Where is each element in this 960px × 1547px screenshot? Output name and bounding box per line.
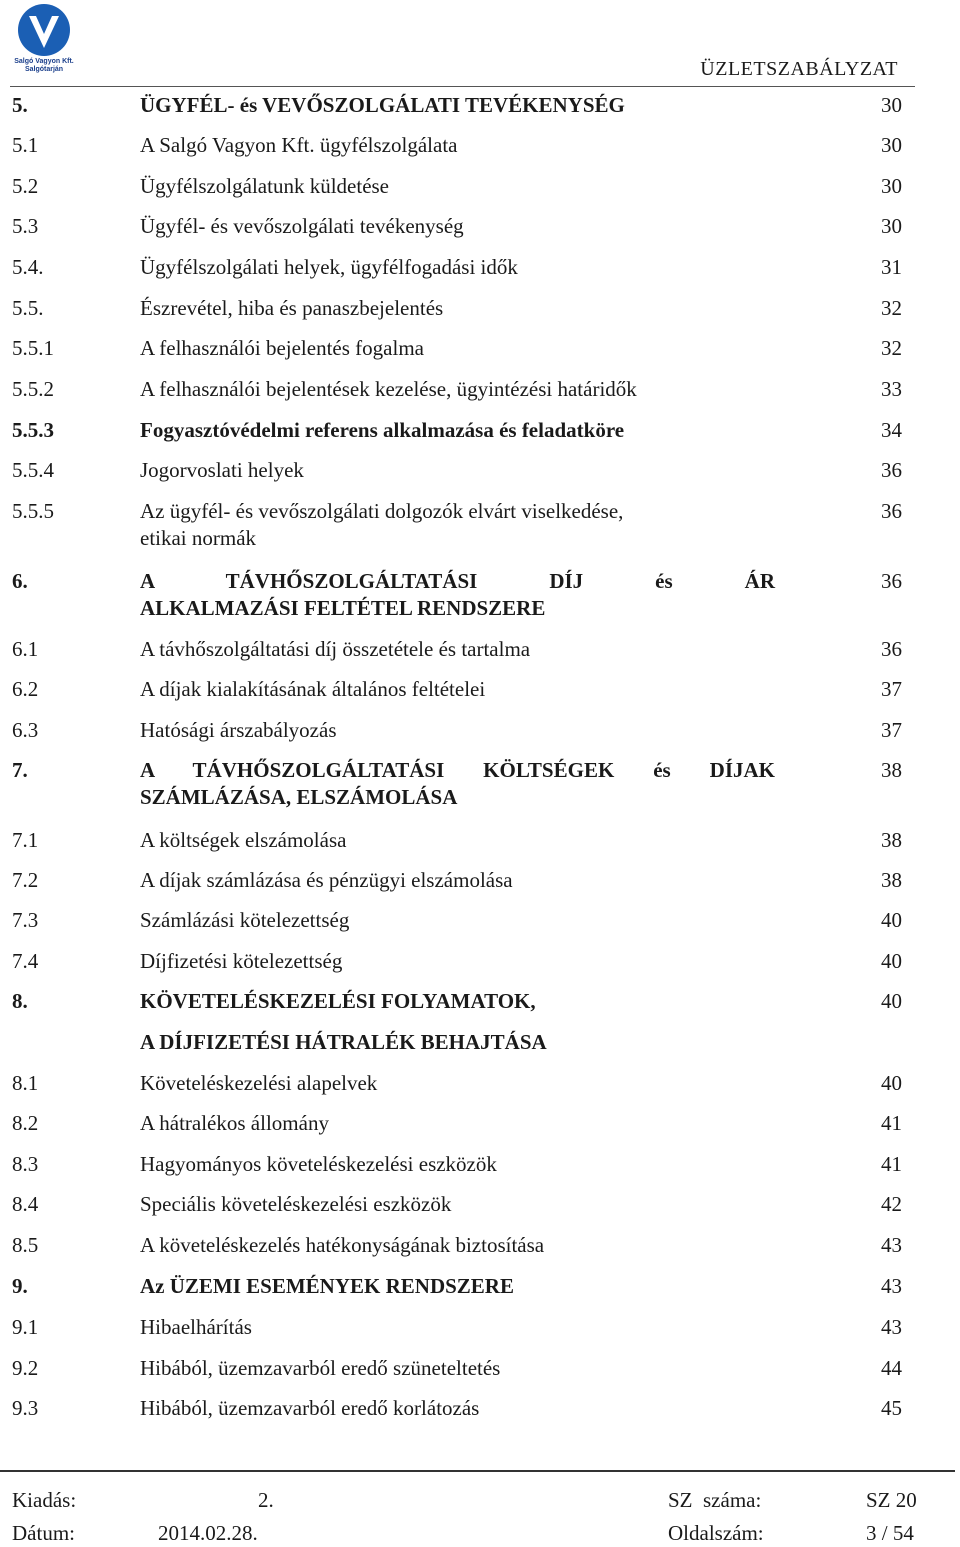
- edition-label: Kiadás:: [12, 1488, 77, 1512]
- toc-entry-number: 5.2: [12, 174, 39, 198]
- toc-entry-number: 7.: [12, 758, 28, 782]
- toc-entry-title: [140, 173, 775, 200]
- toc-entry-title-line1: A DÍJFIZETÉSI HÁTRALÉK BEHAJTÁSA: [140, 1030, 547, 1054]
- toc-entry-title-line1: Hibaelhárítás: [140, 1315, 252, 1339]
- toc-entry-title-line1: A díjak kialakításának általános feltételei: [140, 677, 486, 701]
- toc-entry-title: [140, 1314, 775, 1341]
- date-value: 2014.02.28.: [158, 1521, 258, 1545]
- toc-entry-number: 5.4.: [12, 255, 44, 279]
- toc-entry-title: [140, 568, 775, 622]
- toc-entry-number: 5.5.1: [12, 336, 54, 360]
- toc-entry-title: [140, 335, 775, 362]
- toc-entry-page: 38: [881, 868, 902, 892]
- toc-entry-number: 5.5.2: [12, 377, 54, 401]
- toc-entry-page: 36: [881, 637, 902, 661]
- toc-entry-page: 36: [881, 569, 902, 593]
- toc-entry-title: [140, 417, 775, 444]
- toc-entry-number: 5.: [12, 93, 28, 117]
- logo-caption-line1: Salgó Vagyon Kft.: [14, 58, 74, 65]
- toc-entry-title-line1: A távhőszolgáltatási díj összetétele és tartalma: [140, 637, 531, 661]
- toc-entry-title: [140, 827, 775, 854]
- header-divider: [10, 86, 915, 87]
- toc-entry-title: [140, 907, 775, 934]
- toc-entry-title-line1: A TÁVHŐSZOLGÁLTATÁSI DÍJ és ÁR: [140, 569, 775, 593]
- toc-entry-title: [140, 1029, 775, 1056]
- toc-entry-page: 42: [881, 1192, 902, 1216]
- toc-entry-number: 9.2: [12, 1356, 39, 1380]
- toc-entry-title-line1: Észrevétel, hiba és panaszbejelentés: [140, 296, 444, 320]
- toc-entry-title: [140, 376, 775, 403]
- toc-entry-title: [140, 867, 775, 894]
- toc-entry-page: 40: [881, 989, 902, 1013]
- toc-entry-page: 31: [881, 255, 902, 279]
- toc-entry-number: 9.: [12, 1274, 28, 1298]
- logo-caption-line2: Salgótarján: [24, 66, 64, 73]
- toc-entry-title-line1: Fogyasztóvédelmi referens alkalmazása és feladatköre: [140, 418, 625, 442]
- toc-entry-page: 36: [881, 458, 902, 482]
- toc-entry-title: [140, 757, 775, 811]
- toc-entry-number: 8.: [12, 989, 28, 1013]
- toc-entry-number: 9.3: [12, 1396, 39, 1420]
- toc-entry-page: 41: [881, 1152, 902, 1176]
- toc-entry-page: 30: [881, 214, 902, 238]
- toc-entry-title: [140, 1191, 775, 1218]
- toc-entry-title: [140, 1151, 775, 1178]
- sz-number-value: SZ 20: [866, 1488, 917, 1512]
- toc-entry-title-line1: A felhasználói bejelentések kezelése, ügyintézési határidők: [140, 377, 637, 401]
- toc-entry-title-line1: Speciális követeléskezelési eszközök: [140, 1192, 452, 1216]
- toc-entry-number: 5.3: [12, 214, 39, 238]
- page-number-value: 3 / 54: [866, 1521, 914, 1545]
- toc-entry-number: 8.5: [12, 1233, 39, 1257]
- toc-entry-title-line1: A díjak számlázása és pénzügyi elszámolása: [140, 868, 513, 892]
- toc-entry-title-line1: KÖVETELÉSKEZELÉSI FOLYAMATOK,: [140, 989, 536, 1013]
- toc-entry-page: 40: [881, 1071, 902, 1095]
- toc-entry-page: 30: [881, 93, 902, 117]
- page-number-label: Oldalszám:: [668, 1521, 764, 1545]
- toc-entry-title: [140, 1070, 775, 1097]
- toc-entry-page: 38: [881, 828, 902, 852]
- toc-entry-title: [140, 92, 775, 119]
- toc-entry-title-line1: Díjfizetési kötelezettség: [140, 949, 343, 973]
- toc-entry-title: [140, 213, 775, 240]
- toc-entry-page: 43: [881, 1315, 902, 1339]
- toc-entry-title-line1: Számlázási kötelezettség: [140, 908, 350, 932]
- toc-entry-title: [140, 254, 775, 281]
- toc-entry-page: 43: [881, 1233, 902, 1257]
- toc-entry-number: 5.5.5: [12, 499, 54, 523]
- sz-number-label: SZ száma:: [668, 1488, 762, 1512]
- toc-entry-number: 6.2: [12, 677, 39, 701]
- toc-entry-title-line1: Hibából, üzemzavarból eredő korlátozás: [140, 1396, 480, 1420]
- toc-entry-title: [140, 132, 775, 159]
- toc-entry-number: 5.5.: [12, 296, 44, 320]
- toc-entry-title-line1: Hatósági árszabályozás: [140, 718, 337, 742]
- toc-entry-page: 32: [881, 336, 902, 360]
- footer-divider: [0, 1470, 955, 1472]
- toc-entry-page: 40: [881, 908, 902, 932]
- toc-entry-title-line1: ÜGYFÉL- és VEVŐSZOLGÁLATI TEVÉKENYSÉG: [140, 93, 625, 117]
- toc-entry-title: [140, 295, 775, 322]
- toc-entry-page: 30: [881, 133, 902, 157]
- toc-entry-title-line1: Ügyfélszolgálati helyek, ügyfélfogadási idők: [140, 255, 518, 279]
- toc-entry-number: 8.3: [12, 1152, 39, 1176]
- logo-caption: [10, 58, 78, 74]
- toc-entry-page: 41: [881, 1111, 902, 1135]
- toc-entry-page: 32: [881, 296, 902, 320]
- toc-entry-title-line2: etikai normák: [140, 526, 257, 550]
- toc-entry-title-line2: SZÁMLÁZÁSA, ELSZÁMOLÁSA: [140, 785, 458, 809]
- toc-entry-page: 45: [881, 1396, 902, 1420]
- date-label: Dátum:: [12, 1521, 75, 1545]
- toc-entry-page: 44: [881, 1356, 902, 1380]
- toc-entry-number: 5.1: [12, 133, 39, 157]
- edition-value: 2.: [258, 1488, 274, 1512]
- toc-entry-title-line1: A felhasználói bejelentés fogalma: [140, 336, 424, 360]
- toc-entry-title-line1: Hibából, üzemzavarból eredő szüneteltetés: [140, 1356, 501, 1380]
- toc-entry-title: [140, 1395, 775, 1422]
- toc-entry-title: [140, 1232, 775, 1259]
- toc-entry-number: 7.2: [12, 868, 39, 892]
- toc-entry-title-line1: Jogorvoslati helyek: [140, 458, 304, 482]
- toc-entry-title-line1: A hátralékos állomány: [140, 1111, 329, 1135]
- toc-entry-title-line1: Ügyfél- és vevőszolgálati tevékenység: [140, 214, 464, 238]
- toc-entry-title-line2: ALKALMAZÁSI FELTÉTEL RENDSZERE: [140, 596, 546, 620]
- toc-entry-page: 36: [881, 499, 902, 523]
- toc-entry-page: 37: [881, 677, 902, 701]
- toc-entry-title-line1: A költségek elszámolása: [140, 828, 347, 852]
- toc-entry-title-line1: A Salgó Vagyon Kft. ügyfélszolgálata: [140, 133, 458, 157]
- toc-entry-title-line1: A TÁVHŐSZOLGÁLTATÁSI KÖLTSÉGEK és DÍJAK: [140, 758, 775, 782]
- toc-entry-number: 7.3: [12, 908, 39, 932]
- toc-entry-number: 7.1: [12, 828, 39, 852]
- toc-entry-page: 37: [881, 718, 902, 742]
- toc-entry-number: 6.: [12, 569, 28, 593]
- toc-entry-title: [140, 988, 775, 1015]
- toc-entry-title-line1: Követeléskezelési alapelvek: [140, 1071, 378, 1095]
- toc-entry-title-line1: Ügyfélszolgálatunk küldetése: [140, 174, 390, 198]
- toc-entry-title-line1: A követeléskezelés hatékonyságának biztosítása: [140, 1233, 545, 1257]
- toc-entry-number: 5.5.4: [12, 458, 54, 482]
- toc-entry-title: [140, 717, 775, 744]
- toc-entry-page: 40: [881, 949, 902, 973]
- toc-entry-page: 30: [881, 174, 902, 198]
- toc-entry-title: [140, 948, 775, 975]
- toc-entry-number: 6.1: [12, 637, 39, 661]
- toc-entry-title: [140, 1110, 775, 1137]
- toc-entry-number: 7.4: [12, 949, 39, 973]
- toc-entry-title: [140, 1273, 775, 1300]
- toc-entry-title: [140, 457, 775, 484]
- toc-entry-title: [140, 636, 775, 663]
- toc-entry-number: 5.5.3: [12, 418, 54, 442]
- toc-entry-title: [140, 498, 775, 552]
- toc-entry-title-line1: Az ÜZEMI ESEMÉNYEK RENDSZERE: [140, 1274, 514, 1298]
- toc-entry-title: [140, 676, 775, 703]
- toc-entry-title: [140, 1355, 775, 1382]
- toc-entry-number: 8.4: [12, 1192, 39, 1216]
- toc-entry-page: 33: [881, 377, 902, 401]
- toc-entry-title-line1: Hagyományos követeléskezelési eszközök: [140, 1152, 497, 1176]
- toc-entry-number: 8.2: [12, 1111, 39, 1135]
- document-title: ÜZLETSZABÁLYZAT: [700, 58, 898, 80]
- toc-entry-number: 8.1: [12, 1071, 39, 1095]
- toc-entry-number: 9.1: [12, 1315, 39, 1339]
- page-footer: [0, 1470, 960, 1544]
- page-header: [0, 0, 960, 90]
- toc-entry-page: 34: [881, 418, 902, 442]
- toc-entry-title-line1: Az ügyfél- és vevőszolgálati dolgozók elvárt viselkedése,: [140, 499, 624, 523]
- toc-entry-page: 38: [881, 758, 902, 782]
- toc-entry-page: 43: [881, 1274, 902, 1298]
- toc-entry-number: 6.3: [12, 718, 39, 742]
